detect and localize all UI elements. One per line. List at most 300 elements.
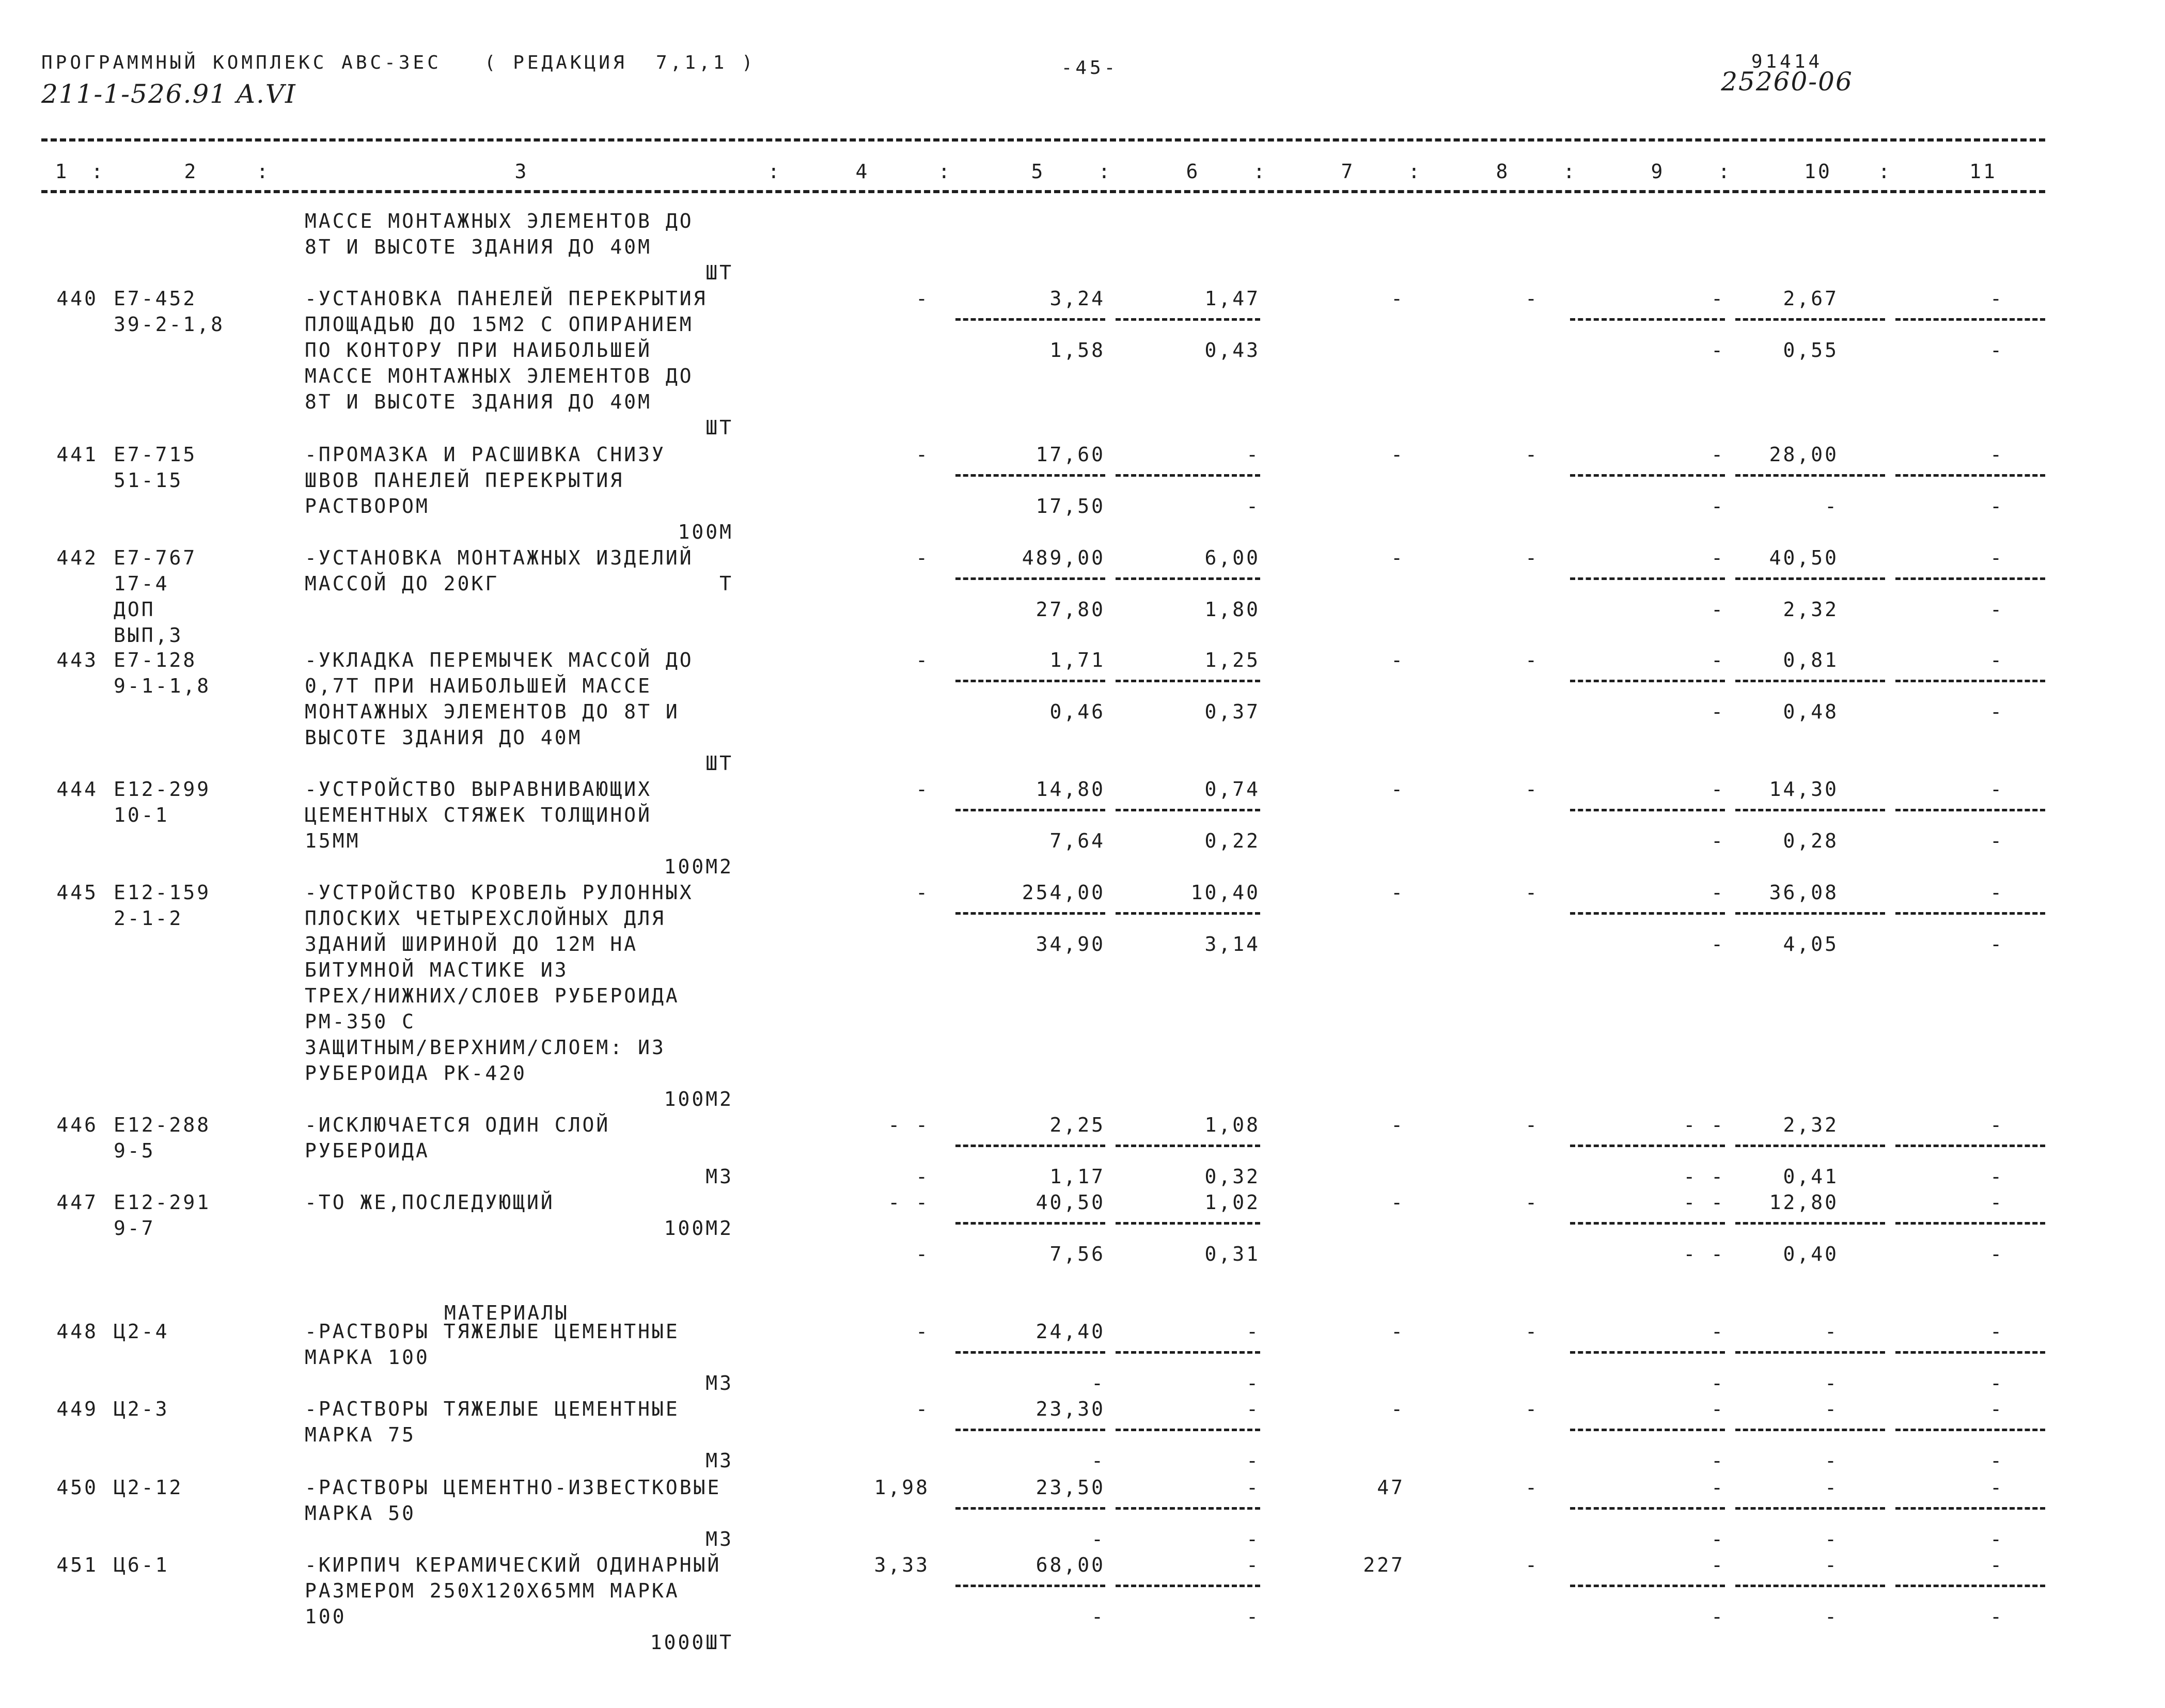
row-code-line: 39-2-1,8 — [114, 313, 225, 336]
row-description-line: -ТО ЖЕ,ПОСЛЕДУЮЩИЙ — [305, 1191, 555, 1214]
value-c4-lower: - — [916, 1243, 930, 1265]
fraction-rule — [1116, 912, 1260, 915]
column-header: 7 — [1341, 160, 1355, 183]
value-c9-lower: - — [1711, 495, 1725, 518]
fraction-rule — [1116, 318, 1260, 321]
row-code-line: 17-4 — [114, 572, 169, 595]
column-header: 8 — [1496, 160, 1510, 183]
value-c11-lower: - — [1990, 1165, 2004, 1188]
value-c9: - — [1711, 1476, 1725, 1499]
fraction-rule — [1570, 1507, 1725, 1510]
fraction-rule — [955, 1351, 1105, 1354]
row-code-line: Е12-159 — [114, 881, 211, 904]
row-unit: 1000ШТ — [650, 1631, 733, 1654]
value-c9: - — [1711, 881, 1725, 904]
row-code-line: Е7-715 — [114, 443, 197, 466]
value-c11: - — [1990, 1191, 2004, 1214]
row-unit: 100М2 — [664, 1217, 733, 1240]
row-description-line: МОНТАЖНЫХ ЭЛЕМЕНТОВ ДО 8Т И — [305, 700, 680, 723]
value-c9: - — [1711, 443, 1725, 466]
fraction-rule — [1116, 474, 1260, 477]
value-c6: 6,00 — [1204, 546, 1260, 569]
row-unit: ШТ — [705, 752, 733, 775]
row-description-line: ТРЕХ/НИЖНИХ/СЛОЕВ РУБЕРОИДА — [305, 984, 680, 1007]
value-c5-lower: 7,56 — [1049, 1243, 1105, 1265]
value-c4: - - — [888, 1191, 930, 1214]
fraction-rule — [955, 809, 1105, 811]
value-c11-lower: - — [1990, 1528, 2004, 1550]
row-code-line: Ц2-3 — [114, 1398, 169, 1420]
value-c8: - — [1525, 778, 1539, 801]
value-c4: - — [916, 546, 930, 569]
value-c4: - - — [888, 1114, 930, 1136]
value-c8: - — [1525, 443, 1539, 466]
row-description-line: ВЫСОТЕ ЗДАНИЯ ДО 40М — [305, 726, 583, 749]
value-c5-lower: - — [1091, 1372, 1105, 1394]
value-c11-lower: - — [1990, 1449, 2004, 1472]
column-header: 10 — [1804, 160, 1832, 183]
row-code-line: Е12-291 — [114, 1191, 211, 1214]
value-c9: - — [1711, 1320, 1725, 1343]
value-c7: - — [1391, 1191, 1405, 1214]
fraction-rule — [955, 1585, 1105, 1587]
value-c9-lower: - — [1711, 829, 1725, 852]
row-unit: Т — [719, 572, 733, 595]
value-c5: 2,25 — [1049, 1114, 1105, 1136]
row-code-line: Е12-299 — [114, 778, 211, 801]
column-separator: : — [1098, 160, 1112, 183]
value-c5: 40,50 — [1036, 1191, 1105, 1214]
document-code: 91414 — [1751, 51, 1823, 72]
value-c6-lower: 0,43 — [1204, 339, 1260, 362]
row-description-line: РАЗМЕРОМ 250Х120Х65ММ МАРКА — [305, 1579, 680, 1602]
value-c11: - — [1990, 778, 2004, 801]
row-number: 444 — [56, 778, 98, 801]
fraction-rule — [1116, 1429, 1260, 1431]
column-header: 4 — [855, 160, 870, 183]
value-c6: 1,47 — [1204, 287, 1260, 310]
value-c5: 14,80 — [1036, 778, 1105, 801]
value-c10: 2,67 — [1783, 287, 1839, 310]
value-c10: 36,08 — [1769, 881, 1839, 904]
value-c7: - — [1391, 778, 1405, 801]
fraction-rule — [955, 474, 1105, 477]
fraction-rule — [955, 1507, 1105, 1510]
value-c6: - — [1246, 1320, 1260, 1343]
row-description-line: 8Т И ВЫСОТЕ ЗДАНИЯ ДО 40М — [305, 390, 652, 413]
row-code-line: Ц2-4 — [114, 1320, 169, 1343]
row-code-line: Е7-767 — [114, 546, 197, 569]
value-c10-lower: - — [1825, 1528, 1839, 1550]
column-separator: : — [1563, 160, 1577, 183]
value-c5-lower: 34,90 — [1036, 933, 1105, 955]
fraction-rule — [1735, 1145, 1885, 1147]
value-c10: 28,00 — [1769, 443, 1839, 466]
value-c6-lower: 0,22 — [1204, 829, 1260, 852]
fraction-rule — [955, 912, 1105, 915]
value-c5: 23,30 — [1036, 1398, 1105, 1420]
value-c9: - - — [1683, 1191, 1725, 1214]
value-c9: - — [1711, 287, 1725, 310]
prelude-description-line: МАССЕ МОНТАЖНЫХ ЭЛЕМЕНТОВ ДО — [305, 210, 694, 232]
value-c8: - — [1525, 1398, 1539, 1420]
row-description-line: МАРКА 50 — [305, 1502, 416, 1525]
value-c8: - — [1525, 649, 1539, 671]
row-description-line: 100 — [305, 1605, 347, 1628]
fraction-rule — [1895, 318, 2045, 321]
value-c11-lower: - — [1990, 1605, 2004, 1628]
handwritten-code: 25260-06 — [1721, 67, 1853, 97]
value-c6-lower: 0,31 — [1204, 1243, 1260, 1265]
value-c10: - — [1825, 1476, 1839, 1499]
value-c11-lower: - — [1990, 339, 2004, 362]
row-description-line: -УКЛАДКА ПЕРЕМЫЧЕК МАССОЙ ДО — [305, 649, 694, 671]
value-c7: - — [1391, 1320, 1405, 1343]
column-separator: : — [1878, 160, 1892, 183]
row-number: 443 — [56, 649, 98, 671]
value-c6-lower: - — [1246, 495, 1260, 518]
row-unit: 100М2 — [664, 855, 733, 878]
value-c5-lower: 1,58 — [1049, 339, 1105, 362]
row-description-line: ПЛОЩАДЬЮ ДО 15М2 С ОПИРАНИЕМ — [305, 313, 694, 336]
row-code-line: 51-15 — [114, 469, 183, 492]
value-c5-lower: - — [1091, 1528, 1105, 1550]
fraction-rule — [955, 577, 1105, 580]
fraction-rule — [1895, 577, 2045, 580]
row-description-line: БИТУМНОЙ МАСТИКЕ ИЗ — [305, 959, 569, 981]
column-separator: : — [91, 160, 105, 183]
fraction-rule — [1735, 1507, 1885, 1510]
row-code-line: Е7-128 — [114, 649, 197, 671]
value-c10: 12,80 — [1769, 1191, 1839, 1214]
value-c9: - — [1711, 1398, 1725, 1420]
value-c9: - — [1711, 649, 1725, 671]
row-code-line: 9-5 — [114, 1139, 155, 1162]
row-description-line: -УСТАНОВКА ПАНЕЛЕЙ ПЕРЕКРЫТИЯ — [305, 287, 708, 310]
fraction-rule — [1116, 680, 1260, 682]
row-description-line: ЗАЩИТНЫМ/ВЕРХНИМ/СЛОЕМ: ИЗ — [305, 1036, 666, 1059]
value-c4: 1,98 — [874, 1476, 930, 1499]
value-c7: - — [1391, 287, 1405, 310]
row-code-line: 10-1 — [114, 804, 169, 826]
fraction-rule — [1735, 912, 1885, 915]
row-description-line: -РАСТВОРЫ ЦЕМЕНТНО-ИЗВЕСТКОВЫЕ — [305, 1476, 721, 1499]
row-code-line: Е12-288 — [114, 1114, 211, 1136]
row-description-line: -КИРПИЧ КЕРАМИЧЕСКИЙ ОДИНАРНЫЙ — [305, 1554, 721, 1576]
value-c5: 1,71 — [1049, 649, 1105, 671]
value-c9-lower: - — [1711, 700, 1725, 723]
value-c4: - — [916, 881, 930, 904]
value-c6-lower: 0,32 — [1204, 1165, 1260, 1188]
value-c6: - — [1246, 1554, 1260, 1576]
fraction-rule — [1116, 1507, 1260, 1510]
row-description-line: -РАСТВОРЫ ТЯЖЕЛЫЕ ЦЕМЕНТНЫЕ — [305, 1320, 680, 1343]
row-code-line: ДОП — [114, 598, 155, 621]
value-c7: - — [1391, 443, 1405, 466]
value-c10-lower: - — [1825, 495, 1839, 518]
value-c5-lower: 1,17 — [1049, 1165, 1105, 1188]
fraction-rule — [1735, 1429, 1885, 1431]
value-c4: - — [916, 778, 930, 801]
value-c5-lower: - — [1091, 1605, 1105, 1628]
fraction-rule — [1570, 474, 1725, 477]
row-description-line: ЦЕМЕНТНЫХ СТЯЖЕК ТОЛЩИНОЙ — [305, 804, 652, 826]
value-c11: - — [1990, 1320, 2004, 1343]
value-c6-lower: 3,14 — [1204, 933, 1260, 955]
column-separator: : — [1408, 160, 1422, 183]
value-c11: - — [1990, 1476, 2004, 1499]
fraction-rule — [1570, 318, 1725, 321]
value-c10: 14,30 — [1769, 778, 1839, 801]
value-c10: 40,50 — [1769, 546, 1839, 569]
value-c8: - — [1525, 1320, 1539, 1343]
column-header: 3 — [514, 160, 529, 183]
fraction-rule — [1895, 1222, 2045, 1225]
value-c6: 10,40 — [1190, 881, 1260, 904]
value-c7: - — [1391, 1398, 1405, 1420]
value-c4: - — [916, 287, 930, 310]
fraction-rule — [1735, 577, 1885, 580]
fraction-rule — [1735, 1222, 1885, 1225]
header-rule-bottom — [41, 190, 2045, 193]
value-c10-lower: 0,55 — [1783, 339, 1839, 362]
fraction-rule — [1735, 680, 1885, 682]
value-c11-lower: - — [1990, 933, 2004, 955]
value-c6-lower: - — [1246, 1528, 1260, 1550]
fraction-rule — [1895, 1351, 2045, 1354]
value-c11: - — [1990, 1554, 2004, 1576]
fraction-rule — [1735, 318, 1885, 321]
fraction-rule — [1735, 474, 1885, 477]
value-c10: - — [1825, 1398, 1839, 1420]
row-number: 448 — [56, 1320, 98, 1343]
value-c6: - — [1246, 443, 1260, 466]
fraction-rule — [955, 1145, 1105, 1147]
row-number: 449 — [56, 1398, 98, 1420]
value-c5: 489,00 — [1022, 546, 1105, 569]
value-c11: - — [1990, 881, 2004, 904]
value-c11: - — [1990, 1398, 2004, 1420]
prelude-unit: ШТ — [705, 261, 733, 284]
row-unit: 100М — [678, 521, 733, 543]
fraction-rule — [955, 318, 1105, 321]
fraction-rule — [1116, 809, 1260, 811]
value-c10: - — [1825, 1320, 1839, 1343]
value-c10-lower: - — [1825, 1605, 1839, 1628]
value-c4: - — [916, 443, 930, 466]
value-c11-lower: - — [1990, 495, 2004, 518]
fraction-rule — [1116, 577, 1260, 580]
value-c11-lower: - — [1990, 700, 2004, 723]
row-description-line: -УСТАНОВКА МОНТАЖНЫХ ИЗДЕЛИЙ — [305, 546, 694, 569]
value-c10-lower: - — [1825, 1372, 1839, 1394]
value-c7: - — [1391, 1114, 1405, 1136]
value-c5: 17,60 — [1036, 443, 1105, 466]
value-c10-lower: 0,41 — [1783, 1165, 1839, 1188]
fraction-rule — [1895, 809, 2045, 811]
fraction-rule — [1116, 1351, 1260, 1354]
fraction-rule — [1570, 912, 1725, 915]
fraction-rule — [1735, 1585, 1885, 1587]
fraction-rule — [1570, 1222, 1725, 1225]
header-rule-top — [41, 138, 2045, 142]
fraction-rule — [1895, 1145, 2045, 1147]
value-c10: - — [1825, 1554, 1839, 1576]
value-c11-lower: - — [1990, 1372, 2004, 1394]
value-c9: - — [1711, 1554, 1725, 1576]
value-c8: - — [1525, 287, 1539, 310]
value-c6-lower: 1,80 — [1204, 598, 1260, 621]
row-description-line: РУБЕРОИДА РК-420 — [305, 1062, 527, 1085]
row-description-line: МАРКА 100 — [305, 1346, 430, 1369]
document-reference: 211-1-526.91 A.VI — [41, 79, 296, 109]
prelude-description-line: 8Т И ВЫСОТЕ ЗДАНИЯ ДО 40М — [305, 236, 652, 258]
value-c4: - — [916, 1398, 930, 1420]
value-c9-lower: - — [1711, 1449, 1725, 1472]
row-description-line: МАРКА 75 — [305, 1423, 416, 1446]
column-header: 2 — [184, 160, 198, 183]
row-description-line: -ИСКЛЮЧАЕТСЯ ОДИН СЛОЙ — [305, 1114, 610, 1136]
column-separator: : — [1718, 160, 1732, 183]
value-c8: - — [1525, 1114, 1539, 1136]
value-c11: - — [1990, 443, 2004, 466]
value-c9-lower: - — [1711, 339, 1725, 362]
value-c11: - — [1990, 287, 2004, 310]
value-c10-lower: 0,40 — [1783, 1243, 1839, 1265]
fraction-rule — [1895, 474, 2045, 477]
value-c11-lower: - — [1990, 598, 2004, 621]
value-c11-lower: - — [1990, 829, 2004, 852]
fraction-rule — [1570, 1429, 1725, 1431]
value-c6: 1,25 — [1204, 649, 1260, 671]
value-c9-lower: - — [1711, 1372, 1725, 1394]
fraction-rule — [1570, 680, 1725, 682]
fraction-rule — [1116, 1222, 1260, 1225]
value-c5-lower: 17,50 — [1036, 495, 1105, 518]
fraction-rule — [1895, 1585, 2045, 1587]
value-c10: 2,32 — [1783, 1114, 1839, 1136]
row-number: 445 — [56, 881, 98, 904]
value-c6-lower: - — [1246, 1449, 1260, 1472]
value-c5: 254,00 — [1022, 881, 1105, 904]
row-description-line: ЗДАНИЙ ШИРИНОЙ ДО 12М НА — [305, 933, 638, 955]
column-header: 11 — [1969, 160, 1997, 183]
row-description-line: 15ММ — [305, 829, 360, 852]
row-unit: М3 — [705, 1165, 733, 1188]
value-c8: - — [1525, 1554, 1539, 1576]
value-c10-lower: 2,32 — [1783, 598, 1839, 621]
value-c6: 1,02 — [1204, 1191, 1260, 1214]
value-c10-lower: - — [1825, 1449, 1839, 1472]
row-code-line: 9-7 — [114, 1217, 155, 1240]
value-c6: - — [1246, 1476, 1260, 1499]
value-c9: - - — [1683, 1114, 1725, 1136]
row-number: 442 — [56, 546, 98, 569]
row-description-line: РАСТВОРОМ — [305, 495, 430, 518]
value-c9: - — [1711, 546, 1725, 569]
row-description-line: МАССЕ МОНТАЖНЫХ ЭЛЕМЕНТОВ ДО — [305, 365, 694, 387]
fraction-rule — [1895, 680, 2045, 682]
column-header: 6 — [1186, 160, 1200, 183]
value-c7: - — [1391, 881, 1405, 904]
row-number: 441 — [56, 443, 98, 466]
value-c8: - — [1525, 1191, 1539, 1214]
value-c9-lower: - - — [1683, 1165, 1725, 1188]
value-c6: 0,74 — [1204, 778, 1260, 801]
value-c4: 3,33 — [874, 1554, 930, 1576]
fraction-rule — [1895, 912, 2045, 915]
value-c5-lower: - — [1091, 1449, 1105, 1472]
value-c9: - — [1711, 778, 1725, 801]
row-number: 451 — [56, 1554, 98, 1576]
row-description-line: -УСТРОЙСТВО КРОВЕЛЬ РУЛОННЫХ — [305, 881, 694, 904]
value-c4-lower: - — [916, 1165, 930, 1188]
row-number: 447 — [56, 1191, 98, 1214]
fraction-rule — [1735, 809, 1885, 811]
row-description-line: -РАСТВОРЫ ТЯЖЕЛЫЕ ЦЕМЕНТНЫЕ — [305, 1398, 680, 1420]
row-description-line: РМ-350 С — [305, 1010, 416, 1033]
value-c5: 3,24 — [1049, 287, 1105, 310]
fraction-rule — [955, 1222, 1105, 1225]
page-number: -45- — [1061, 57, 1119, 79]
row-number: 440 — [56, 287, 98, 310]
value-c10-lower: 4,05 — [1783, 933, 1839, 955]
value-c6: - — [1246, 1398, 1260, 1420]
column-separator: : — [256, 160, 271, 183]
value-c11: - — [1990, 649, 2004, 671]
value-c5: 23,50 — [1036, 1476, 1105, 1499]
fraction-rule — [1895, 1429, 2045, 1431]
value-c11: - — [1990, 1114, 2004, 1136]
fraction-rule — [1116, 1585, 1260, 1587]
fraction-rule — [1570, 1585, 1725, 1587]
value-c9-lower: - — [1711, 1605, 1725, 1628]
row-code-line: Е7-452 — [114, 287, 197, 310]
row-description-line: -УСТРОЙСТВО ВЫРАВНИВАЮЩИХ — [305, 778, 652, 801]
row-unit: М3 — [705, 1372, 733, 1394]
row-description-line: 0,7Т ПРИ НАИБОЛЬШЕЙ МАССЕ — [305, 675, 652, 697]
column-header: 9 — [1651, 160, 1665, 183]
value-c8: - — [1525, 881, 1539, 904]
section-header-materials: МАТЕРИАЛЫ — [444, 1302, 569, 1324]
fraction-rule — [1570, 577, 1725, 580]
value-c5: 24,40 — [1036, 1320, 1105, 1343]
value-c9-lower: - — [1711, 1528, 1725, 1550]
value-c8: - — [1525, 1476, 1539, 1499]
row-code-line: 2-1-2 — [114, 907, 183, 930]
program-title: ПРОГРАММНЫЙ КОМПЛЕКС АВС-3ЕС ( РЕДАКЦИЯ 7,1,1 ) — [41, 52, 756, 73]
row-unit: М3 — [705, 1528, 733, 1550]
fraction-rule — [1895, 1507, 2045, 1510]
value-c9-lower: - — [1711, 933, 1725, 955]
value-c10-lower: 0,28 — [1783, 829, 1839, 852]
column-header: 5 — [1031, 160, 1045, 183]
value-c9-lower: - — [1711, 598, 1725, 621]
fraction-rule — [1116, 1145, 1260, 1147]
column-separator: : — [767, 160, 782, 183]
row-unit: 100М2 — [664, 1088, 733, 1110]
value-c5-lower: 0,46 — [1049, 700, 1105, 723]
fraction-rule — [1570, 1351, 1725, 1354]
value-c11: - — [1990, 546, 2004, 569]
row-description-line: МАССОЙ ДО 20КГ — [305, 572, 499, 595]
value-c10-lower: 0,48 — [1783, 700, 1839, 723]
value-c9-lower: - - — [1683, 1243, 1725, 1265]
value-c7: - — [1391, 546, 1405, 569]
row-description-line: ШВОВ ПАНЕЛЕЙ ПЕРЕКРЫТИЯ — [305, 469, 624, 492]
value-c10: 0,81 — [1783, 649, 1839, 671]
value-c7: - — [1391, 649, 1405, 671]
